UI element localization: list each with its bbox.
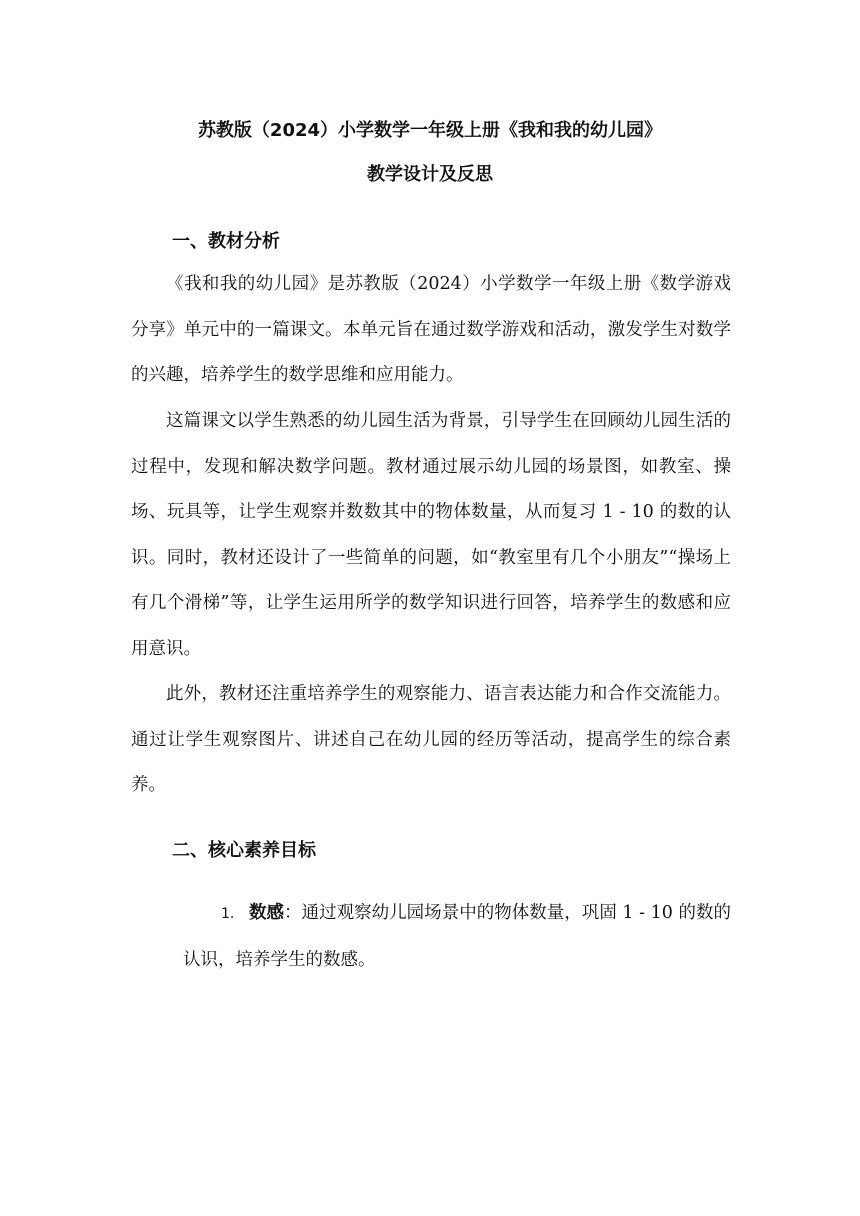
list-term: 数感: [249, 903, 285, 923]
section-heading-core-literacy-goals: 二、核心素养目标: [172, 840, 316, 861]
document-title: 苏教版（2024）小学数学一年级上册《我和我的幼儿园》: [197, 120, 663, 141]
list-number: 1.: [221, 906, 235, 922]
list-item: [183, 891, 731, 983]
list-text: ：通过观察幼儿园场景中的物体数量，巩固 1 - 10 的数的认识，培养学生的数感。: [183, 903, 731, 970]
section-heading-textbook-analysis: 一、教材分析: [172, 231, 280, 252]
paragraph: 这篇课文以学生熟悉的幼儿园生活为背景，引导学生在回顾幼儿园生活的过程中，发现和解决数学问题。教材通过展示幼儿园的场景图，如教室、操场、玩具等，让学生观察并数数其中的物体数量，从而复习 1 - 10 的数的认识。同时，教材还设计了一些简单的问题，如“教室里有几个小朋友”“操场上有几个滑梯”等，让学生运用所学的数学知识进行回答，培养学生的数感和应用意识。: [131, 411, 731, 659]
document-subtitle: 教学设计及反思: [367, 164, 493, 185]
paragraph: 此外，教材还注重培养学生的观察能力、语言表达能力和合作交流能力。通过让学生观察图片、讲述自己在幼儿园的经历等活动，提高学生的综合素养。: [131, 684, 731, 795]
paragraph: 《我和我的幼儿园》是苏教版（2024）小学数学一年级上册《数学游戏分享》单元中的一篇课文。本单元旨在通过数学游戏和活动，激发学生对数学的兴趣，培养学生的数学思维和应用能力。: [131, 274, 731, 385]
